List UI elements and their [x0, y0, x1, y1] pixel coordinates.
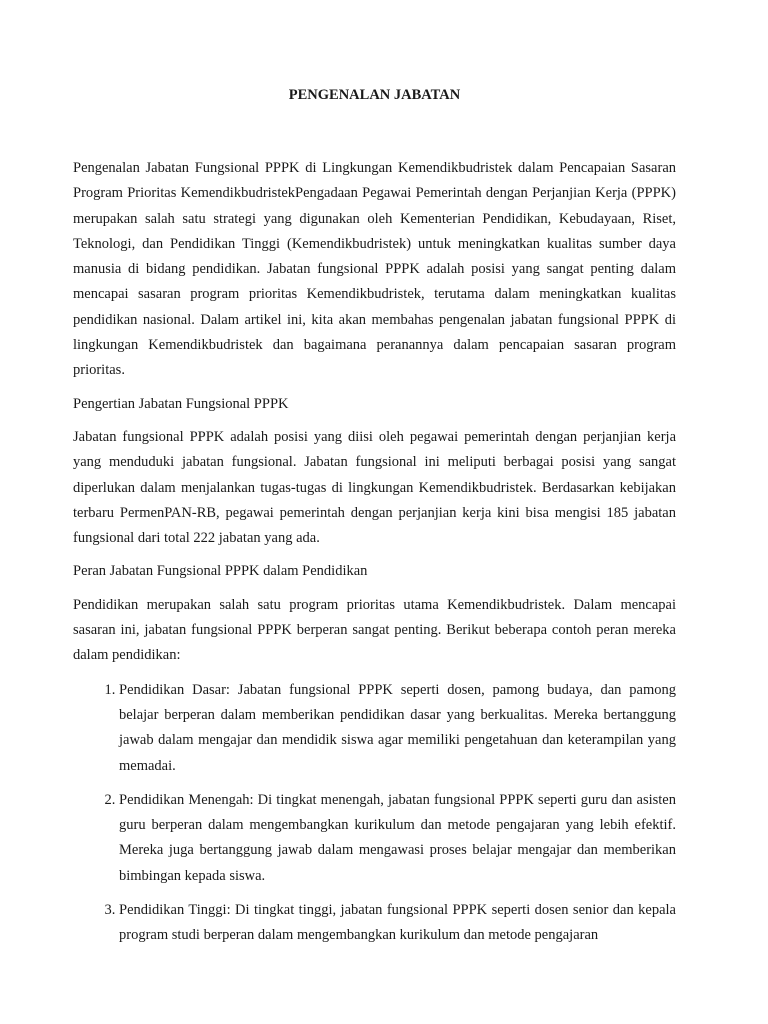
- list-item: 2. Pendidikan Menengah: Di tingkat menengah, jabatan fungsional PPPK seperti guru dan asisten guru berperan dalam mengembangkan kurikulum dan metode pengajaran yang lebih efektif. Mereka juga bertanggung jawab dalam mengawasi proses belajar mengajar dan memberikan bimbingan kepada siswa.: [119, 788, 676, 889]
- roles-list: [73, 678, 676, 949]
- roles-intro-paragraph: Pendidikan merupakan salah satu program prioritas utama Kemendikbudristek. Dalam mencapai sasaran ini, jabatan fungsional PPPK berperan sangat penting. Berikut beberapa contoh peran mereka dalam pendidikan:: [73, 596, 676, 664]
- section-heading-peran: Peran Jabatan Fungsional PPPK dalam Pendidikan: [73, 563, 368, 580]
- document-title: PENGENALAN JABATAN: [288, 87, 461, 103]
- intro-paragraph: Pengenalan Jabatan Fungsional PPPK di Lingkungan Kemendikbudristek dalam Pencapaian Sasaran Program Prioritas KemendikbudristekPengadaan Pegawai Pemerintah dengan Perjanjian Kerja (PPPK) merupakan salah satu strategi yang digunakan oleh Kementerian Pendidikan, Kebudayaan, Riset, Teknologi, dan Pendidikan Tinggi (Kemendikbudristek) untuk meningkatkan kualitas sumber daya manusia di bidang pendidikan. Jabatan fungsional PPPK adalah posisi yang sangat penting dalam mencapai sasaran program prioritas Kemendikbudristek, terutama dalam meningkatkan kualitas pendidikan nasional. Dalam artikel ini, kita akan membahas pengenalan jabatan fungsional PPPK di lingkungan Kemendikbudristek dan bagaimana peranannya dalam pencapaian sasaran program prioritas.: [73, 160, 676, 379]
- document-page: [73, 0, 676, 1024]
- list-item: 1. Pendidikan Dasar: Jabatan fungsional PPPK seperti dosen, pamong budaya, dan pamong belajar berperan dalam memberikan pendidikan dasar yang berkualitas. Mereka bertanggung jawab dalam mengajar dan mendidik siswa agar memiliki pengetahuan dan keterampilan yang memadai.: [119, 678, 676, 779]
- definition-paragraph: Jabatan fungsional PPPK adalah posisi yang diisi oleh pegawai pemerintah dengan perjanjian kerja yang menduduki jabatan fungsional. Jabatan fungsional ini meliputi berbagai posisi yang sangat diperlukan dalam menjalankan tugas-tugas di lingkungan Kemendikbudristek. Berdasarkan kebijakan terbaru PermenPAN-RB, pegawai pemerintah dengan perjanjian kerja kini bisa mengisi 185 jabatan fungsional dari total 222 jabatan yang ada.: [73, 428, 676, 547]
- list-item: 3. Pendidikan Tinggi: Di tingkat tinggi, jabatan fungsional PPPK seperti dosen senior dan kepala program studi berperan dalam mengembangkan kurikulum dan metode pengajaran: [119, 898, 676, 949]
- section-heading-pengertian: Pengertian Jabatan Fungsional PPPK: [73, 395, 289, 412]
